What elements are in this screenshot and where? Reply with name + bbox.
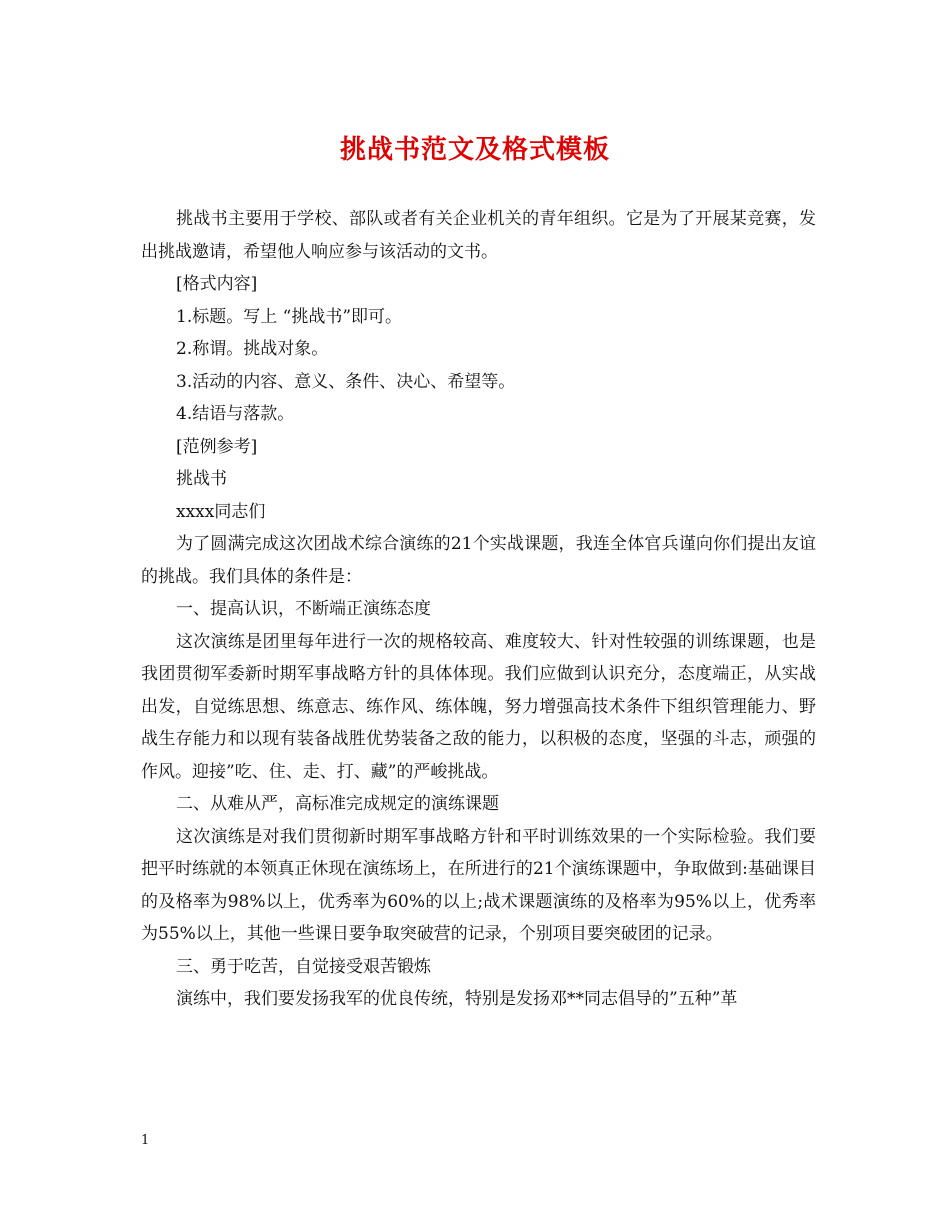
paragraph-section-2-body: 这次演练是对我们贯彻新时期军事战略方针和平时训练效果的一个实际检验。我们要把平时练就的本领真正休现在演练场上，在所进行的21个演练课题中，争取做到:基础课目的及格率为98%以上，优秀率为60%的以上;战术课题演练的及格率为95%以上，优秀率为55%以上，其他一些课日要争取突破营的记录，个别项目要突破团的记录。 <box>141 826 816 944</box>
paragraph-format-heading: [格式内容] <box>176 274 258 294</box>
paragraph-section-3-heading: 三、勇于吃苦，自觉接受艰苦锻炼 <box>176 956 431 977</box>
paragraph-format-item-4: 4.结语与落款。 <box>176 404 295 424</box>
paragraph-format-item-2: 2.称谓。挑战对象。 <box>176 339 329 359</box>
document-body <box>141 203 816 1016</box>
paragraph-section-3-body: 演练中，我们要发扬我军的优良传统，特别是发扬邓**同志倡导的”五种”革 <box>176 989 738 1009</box>
paragraph-opening: 为了圆满完成这次团战术综合演练的21个实战课题，我连全体官兵谨向你们提出友谊的挑战。我们具体的条件是： <box>141 534 816 587</box>
paragraph-section-1-body: 这次演练是团里每年进行一次的规格较高、难度较大、针对性较强的训练课题，也是我团贯彻军委新时期军事战略方针的具体体现。我们应做到认识充分，态度端正，从实战出发，自觉练思想、练意志、练作风、练体魄，努力增强高技术条件下组织管理能力、野战生存能力和以现有装备战胜优势装备之敌的能力，以积极的态度，坚强的斗志，顽强的作风。迎接”吃、住、走、打、藏”的严峻挑战。 <box>141 631 816 782</box>
paragraph-example-title: 挑战书 <box>176 469 227 489</box>
paragraph-format-item-1: 1.标题。写上 “挑战书”即可。 <box>176 306 403 327</box>
paragraph-example-heading: [范例参考] <box>176 436 258 457</box>
paragraph-intro: 挑战书主要用于学校、部队或者有关企业机关的青年组织。它是为了开展某竞赛，发出挑战邀请，希望他人响应参与该活动的文书。 <box>141 209 816 262</box>
document-title: 挑战书范文及格式模板 <box>339 135 610 165</box>
paragraph-section-1-heading: 一、提高认识，不断端正演练态度 <box>176 599 431 619</box>
page-number: 1 <box>141 1133 150 1148</box>
paragraph-format-item-3: 3.活动的内容、意义、条件、决心、希望等。 <box>176 371 516 392</box>
paragraph-section-2-heading: 二、从难从严，高标准完成规定的演练课题 <box>176 794 499 814</box>
paragraph-salutation: xxxx同志们 <box>176 501 266 522</box>
